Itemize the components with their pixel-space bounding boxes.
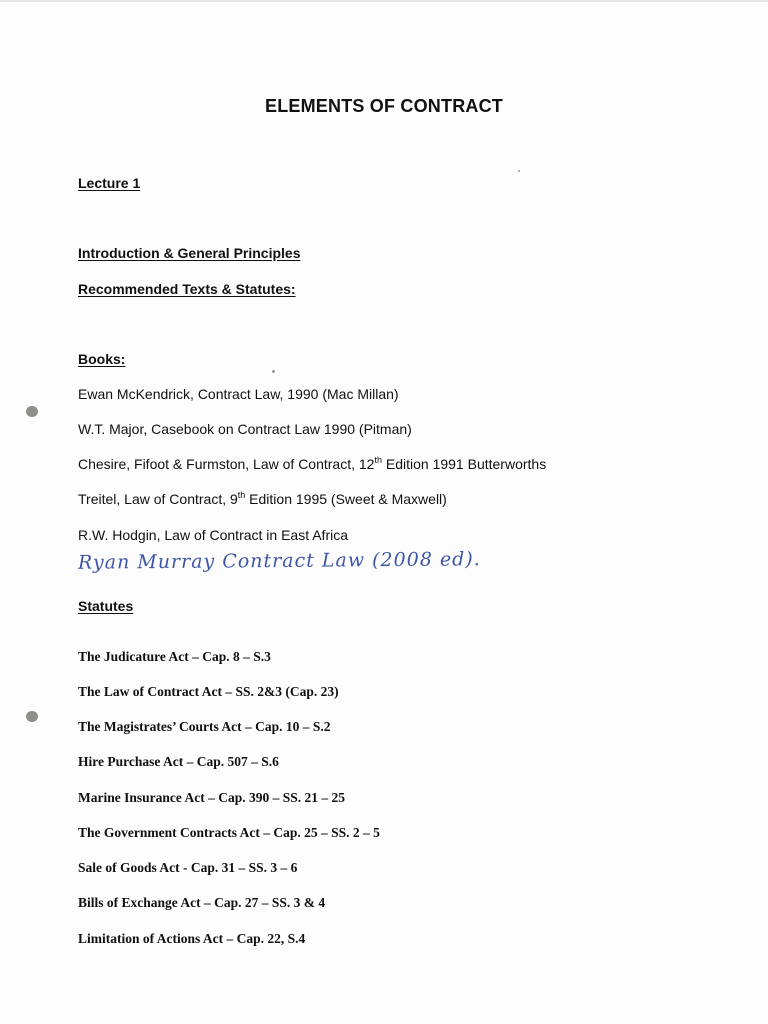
statute-item: Limitation of Actions Act – Cap. 22, S.4 xyxy=(78,931,306,946)
statute-item: Marine Insurance Act – Cap. 390 – SS. 21 – 25 xyxy=(78,790,346,805)
book-item: Chesire, Fifoot & Furmston, Law of Contract, 12th Edition 1991 Butterworths xyxy=(78,455,547,472)
statute-item: Bills of Exchange Act – Cap. 27 – SS. 3 & 4 xyxy=(78,895,326,910)
book-item: Ewan McKendrick, Contract Law, 1990 (Mac Millan) xyxy=(78,386,399,402)
scan-speck xyxy=(518,170,520,172)
statutes-heading: Statutes xyxy=(78,598,134,614)
lecture-heading: Lecture 1 xyxy=(78,175,141,191)
book-item: Treitel, Law of Contract, 9th Edition 1995 (Sweet & Maxwell) xyxy=(78,490,447,507)
statute-item: The Judicature Act – Cap. 8 – S.3 xyxy=(78,649,271,664)
statute-item: The Magistrates’ Courts Act – Cap. 10 – S.2 xyxy=(78,719,331,734)
books-heading: Books: xyxy=(78,351,126,367)
statute-item: Hire Purchase Act – Cap. 507 – S.6 xyxy=(78,754,279,769)
punch-hole-icon xyxy=(26,406,38,417)
statute-item: The Law of Contract Act – SS. 2&3 (Cap. 23) xyxy=(78,684,339,699)
book-item: W.T. Major, Casebook on Contract Law 1990 (Pitman) xyxy=(78,421,412,437)
handwritten-note: Ryan Murray Contract Law (2008 ed). xyxy=(77,548,481,574)
book-item: R.W. Hodgin, Law of Contract in East Africa xyxy=(78,527,349,543)
scan-edge xyxy=(0,0,768,2)
punch-hole-icon xyxy=(26,711,38,722)
document-title: ELEMENTS OF CONTRACT xyxy=(265,96,503,116)
scan-speck xyxy=(272,370,275,373)
statute-item: Sale of Goods Act - Cap. 31 – SS. 3 – 6 xyxy=(78,860,298,875)
section-heading: Introduction & General Principles xyxy=(78,245,301,261)
recommended-heading: Recommended Texts & Statutes: xyxy=(78,281,296,297)
statute-item: The Government Contracts Act – Cap. 25 – SS. 2 – 5 xyxy=(78,825,380,840)
